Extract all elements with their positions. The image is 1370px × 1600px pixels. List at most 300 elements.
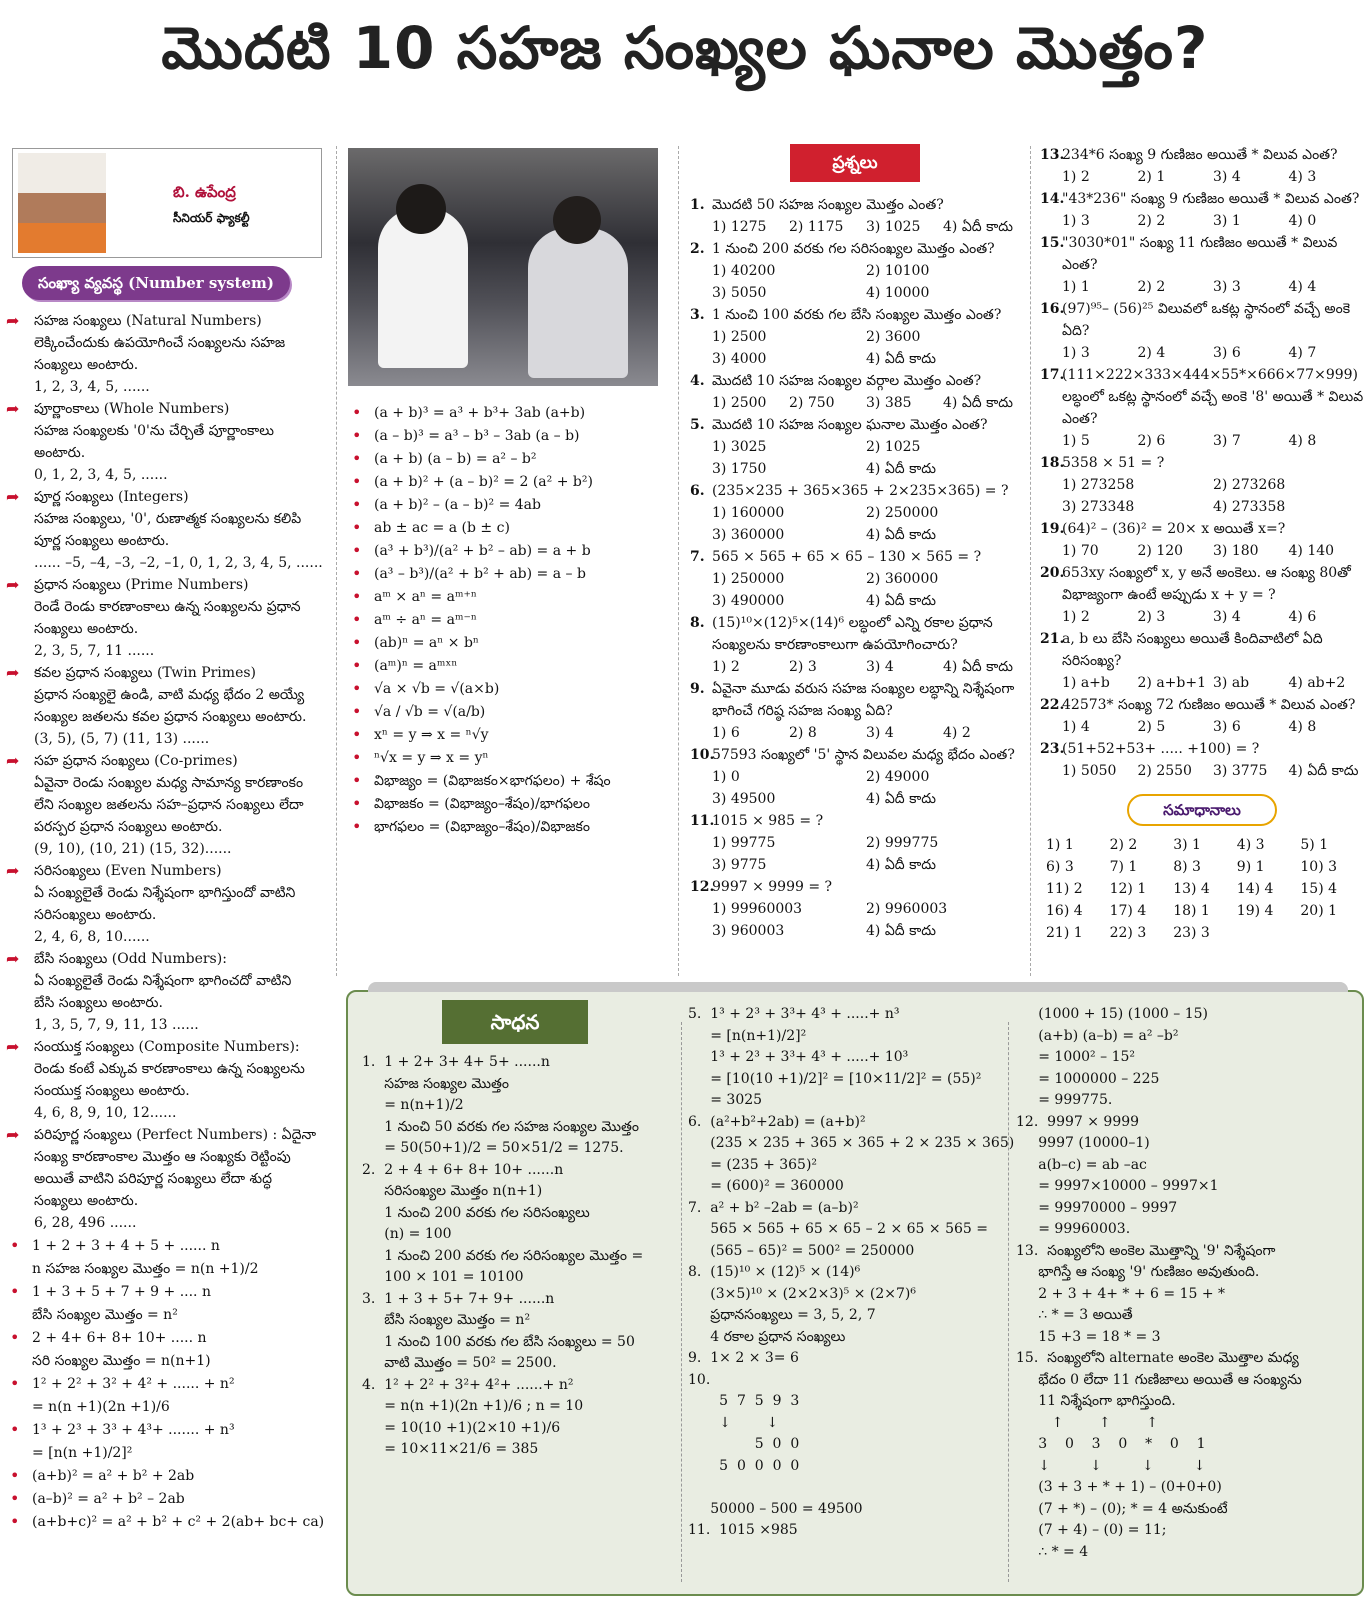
option: 3) 360000: [712, 527, 785, 543]
option: 1) 99960003: [712, 901, 803, 917]
formula-line: • ab ± ac = a (b ± c): [348, 517, 668, 539]
definition-text: 0, 1, 2, 3, 4, 5, ......: [34, 467, 168, 483]
answer-item: 20) 1: [1300, 903, 1338, 919]
formula-line: • (a + b)² + (a – b)² = 2 (a² + b²): [348, 471, 668, 493]
question-item: [690, 414, 1020, 480]
formula-line: • √a / √b = √(a/b): [348, 701, 668, 723]
solution-line: 8. (15)¹⁰ × (12)⁵ × (14)⁶: [688, 1264, 861, 1280]
solution-line: 7. a² + b² –2ab = (a–b)²: [688, 1199, 859, 1216]
answer-item: 5) 1: [1300, 837, 1329, 853]
question-options: [712, 502, 1020, 546]
solution-line: = (235 + 365)²: [688, 1156, 818, 1173]
question-text: 5358 × 51 = ?: [1062, 455, 1165, 471]
solution-line: (3 + 3 + * + 1) – (0+0+0): [1016, 1479, 1222, 1495]
question-text: 1 నుంచి 200 వరకు గల సరిసంఖ్యల మొత్తం ఎంత?: [712, 241, 995, 257]
question-item: [690, 612, 1020, 678]
solution-line: ప్రధానసంఖ్యలు = 3, 5, 2, 7: [688, 1307, 876, 1323]
option: 1) 70: [1062, 543, 1099, 559]
answer-item: 23) 3: [1173, 925, 1210, 941]
solution-line: భేదం 0 లేదా 11 గుణిజాలు అయితే ఆ సంఖ్యను: [1016, 1371, 1302, 1388]
formula-line: • (a + b)² – (a – b)² = 4ab: [348, 494, 668, 516]
option: 2) 3: [1137, 609, 1166, 625]
option: 4) 6: [1288, 609, 1317, 625]
question-options: [712, 656, 1020, 678]
option: 2) 2: [1137, 213, 1166, 229]
question-number: 22.: [1040, 697, 1065, 713]
question-item: [690, 876, 1020, 942]
answer-item: 6) 3: [1046, 859, 1074, 875]
definition-text: పరస్పర ప్రధాన సంఖ్యలు అంటారు.: [34, 819, 223, 835]
answer-item: 19) 4: [1236, 903, 1274, 919]
option: 1) 160000: [712, 505, 785, 521]
option: 2) 5: [1137, 719, 1166, 735]
option: 4) ఏదీ కాదు: [866, 857, 936, 873]
definition-text: 2, 4, 6, 8, 10......: [34, 929, 150, 945]
question-number: 3.: [690, 307, 705, 323]
answer-item: 14) 4: [1236, 881, 1274, 897]
question-options: [1062, 276, 1364, 298]
question-number: 4.: [690, 373, 705, 389]
question-options: [1062, 210, 1364, 232]
definition-item: [6, 1036, 328, 1124]
formula-line: • aᵐ × aⁿ = aᵐ⁺ⁿ: [348, 586, 668, 608]
page-title: మొదటి 10 సహజ సంఖ్యల ఘనాల మొత్తం?: [161, 14, 1209, 82]
arrow-icon: ➦: [6, 949, 20, 968]
question-text: 234*6 సంఖ్య 9 గుణిజం అయితే * విలువ ఎంత?: [1062, 147, 1338, 163]
option: 4) 10000: [866, 285, 930, 301]
solution-line: a(b–c) = ab –ac: [1016, 1156, 1147, 1173]
formula-line: • (a³ – b³)/(a² + b² + ab) = a – b: [348, 563, 668, 585]
practice-header: సాధన: [442, 1000, 588, 1044]
option: 3) 6: [1213, 719, 1241, 735]
question-item: [690, 810, 1020, 876]
answer-item: 18) 1: [1173, 903, 1210, 919]
solution-line: = [10(10 +1)/2]² = [10×11/2]² = (55)²: [688, 1070, 982, 1087]
question-options: [712, 766, 1020, 810]
option: 2) 1175: [789, 219, 844, 235]
option: 4) 273358: [1213, 499, 1286, 515]
answers-header: సమాధానాలు: [1127, 794, 1277, 826]
practice-solutions-3: [1016, 1004, 1356, 1563]
question-options: [712, 216, 1020, 238]
option: 2) 750: [789, 395, 835, 411]
option: 2) 999775: [866, 835, 939, 851]
practice-solutions-2: [688, 1004, 1015, 1542]
answer-item: 7) 1: [1109, 859, 1138, 875]
question-item: [690, 194, 1020, 238]
question-options: [1062, 760, 1364, 782]
formula-line: • (a+b+c)² = a² + b² + c² + 2(ab+ bc+ ca): [6, 1511, 328, 1533]
solution-line: = [n(n+1)/2]²: [688, 1027, 807, 1044]
definition-item: [6, 1124, 328, 1234]
option: 1) 273258: [1062, 477, 1135, 493]
formula-line: • (a + b)³ = a³ + b³+ 3ab (a+b): [348, 402, 668, 424]
question-list: [690, 194, 1020, 942]
definition-text: సంఖ్యలు అంటారు.: [34, 357, 139, 373]
solution-line: ∴ * = 4: [1016, 1543, 1089, 1560]
definition-term: సహ ప్రధాన సంఖ్యలు (Co-primes): [34, 753, 238, 769]
definition-item: [6, 860, 328, 948]
solution-line: 5 0 0 0 0: [688, 1457, 800, 1474]
question-item: [690, 678, 1020, 744]
question-text: a, b లు బేసి సంఖ్యలు అయితే కిందివాటిలో ఏది సరిసంఖ్య?: [1062, 631, 1323, 669]
option: 3) 1750: [712, 461, 767, 477]
option: 3) 4: [866, 659, 894, 675]
question-options: [712, 436, 1020, 480]
option: 2) 1025: [866, 439, 921, 455]
question-text: "3030*01" సంఖ్య 11 గుణిజం అయితే * విలువ ఎంత?: [1062, 235, 1338, 273]
option: 4) 7: [1288, 345, 1317, 361]
practice-solutions-1: [362, 1052, 680, 1461]
question-text: 1015 × 985 = ?: [712, 813, 824, 829]
formula-line: = [n(n +1)/2]²: [32, 1445, 133, 1461]
question-options: [712, 260, 1020, 304]
option: 1) 2: [1062, 169, 1090, 185]
question-options: [1062, 342, 1364, 364]
column-questions-b: [1040, 144, 1364, 944]
option: 4) ఏదీ కాదు: [866, 593, 936, 609]
question-item: [690, 546, 1020, 612]
definition-text: (9, 10), (10, 21) (15, 32)......: [34, 841, 232, 857]
option: 1) 1: [1062, 279, 1090, 295]
answer-item: 21) 1: [1046, 925, 1083, 941]
question-text: మొదటి 10 సహజ సంఖ్యల వర్గాల మొత్తం ఎంత?: [712, 373, 982, 389]
solution-line: 1 నుంచి 200 వరకు గల సరిసంఖ్యల మొత్తం =: [362, 1247, 644, 1264]
formula-line: • aᵐ ÷ aⁿ = aᵐ⁻ⁿ: [348, 609, 668, 631]
option: 2) 273268: [1213, 477, 1286, 493]
question-item: [1040, 738, 1364, 782]
definition-item: [6, 310, 328, 398]
question-number: 18.: [1040, 455, 1065, 471]
definition-text: 6, 28, 496 ......: [34, 1215, 137, 1231]
question-options: [712, 392, 1020, 414]
solution-line: 2 + 3 + 4+ * + 6 = 15 + *: [1016, 1285, 1226, 1302]
formula-line: • xⁿ = y ⇒ x = ⁿ√y: [348, 724, 668, 746]
question-options: [712, 832, 1020, 876]
question-number: 21.: [1040, 631, 1065, 647]
solution-line: (235 × 235 + 365 × 365 + 2 × 235 × 365): [688, 1135, 1015, 1151]
solution-line: 3 0 3 0 * 0 1: [1016, 1436, 1206, 1452]
option: 3) 7: [1213, 433, 1241, 449]
author-box: [12, 148, 322, 258]
definition-text: (3, 5), (5, 7) (11, 13) ......: [34, 731, 210, 747]
option: 4) 2: [943, 725, 971, 741]
solution-line: ∴ * = 3 అయితే: [1016, 1307, 1133, 1323]
question-item: [1040, 298, 1364, 364]
formula-line: • ⁿ√x = y ⇒ x = yⁿ: [348, 747, 668, 769]
question-options: [1062, 430, 1364, 452]
section-pill: సంఖ్యా వ్యవస్థ (Number system): [22, 266, 290, 300]
option: 1) 3: [1062, 213, 1090, 229]
definition-term: సరిసంఖ్యలు (Even Numbers): [34, 863, 222, 879]
answer-item: 10) 3: [1300, 859, 1338, 875]
question-number: 12.: [690, 879, 715, 895]
question-text: 653xy సంఖ్యలో x, y అనే అంకెలు. ఆ సంఖ్య 80తో విభాజ్యంగా ఉంటే అప్పుడు x + y = ?: [1062, 565, 1351, 603]
solution-line: 565 × 565 + 65 × 65 – 2 × 65 × 565 =: [688, 1221, 989, 1237]
definition-text: సంఖ్యలు అంటారు.: [34, 621, 139, 637]
formula-line: • 1 + 3 + 5 + 7 + 9 + .... n: [6, 1281, 328, 1303]
question-text: 565 × 565 + 65 × 65 – 130 × 565 = ?: [712, 549, 982, 565]
definition-item: [6, 948, 328, 1036]
question-item: [690, 370, 1020, 414]
solution-line: 5 0 0: [688, 1436, 800, 1452]
formula-line: • 1 + 2 + 3 + 4 + 5 + ...... n: [6, 1235, 328, 1257]
option: 2) 4: [1137, 345, 1166, 361]
question-item: [690, 480, 1020, 546]
definition-text: సంఖ్య కారణాంకాల మొత్తం ఆ సంఖ్యకు రెట్టింపు: [34, 1149, 291, 1165]
question-number: 17.: [1040, 367, 1065, 383]
formula-line: • (a+b)² = a² + b² + 2ab: [6, 1465, 328, 1487]
column-number-system: [6, 148, 328, 1534]
solution-line: 15 +3 = 18 * = 3: [1016, 1328, 1161, 1345]
question-text: (15)¹⁰×(12)⁵×(14)⁶ లబ్ధంలో ఎన్ని రకాల ప్రధాన సంఖ్యలను కారణాంకాలుగా ఉపయోగించారు?: [712, 615, 993, 653]
question-text: ఏవైనా మూడు వరుస సహజ సంఖ్యల లబ్ధాన్ని నిశ్శేషంగా భాగించే గరిష్ఠ సహజ సంఖ్య ఏది?: [712, 681, 1015, 719]
arrow-icon: ➦: [6, 487, 20, 506]
formula-line: • 1² + 2² + 3² + 4² + ...... + n²: [6, 1373, 328, 1395]
questions-header: ప్రశ్నలు: [790, 144, 920, 182]
answer-item: 3) 1: [1173, 837, 1201, 853]
option: 1) 40200: [712, 263, 776, 279]
solution-line: ↓ ↓ ↓ ↓: [1016, 1457, 1206, 1474]
formula-line: • (a–b)² = a² + b² – 2ab: [6, 1488, 328, 1510]
question-text: 9997 × 9999 = ?: [712, 879, 833, 895]
solution-line: సరిసంఖ్యల మొత్తం n(n+1): [362, 1183, 543, 1199]
option: 1) 5: [1062, 433, 1090, 449]
column-questions-a: [690, 144, 1020, 942]
option: 3) 4: [866, 725, 894, 741]
solution-line: ↓ ↓: [688, 1414, 779, 1431]
question-item: [1040, 562, 1364, 628]
option: 4) ఏదీ కాదు: [943, 659, 1013, 675]
definition-term: కవల ప్రధాన సంఖ్యలు (Twin Primes): [34, 665, 256, 681]
question-options: [712, 326, 1020, 370]
arrow-icon: ➦: [6, 1037, 20, 1056]
formula-line: • (a + b) (a – b) = a² – b²: [348, 448, 668, 470]
solution-line: = 9997×10000 – 9997×1: [1016, 1178, 1219, 1194]
question-options: [712, 898, 1020, 942]
option: 1) 2500: [712, 329, 767, 345]
option: 3) 49500: [712, 791, 776, 807]
option: 3) 6: [1213, 345, 1241, 361]
question-text: మొదటి 10 సహజ సంఖ్యల ఘనాల మొత్తం ఎంత?: [712, 417, 988, 433]
option: 2) 1: [1137, 169, 1166, 185]
option: 3) 3775: [1213, 763, 1268, 779]
definition-text: ప్రధాన సంఖ్యలై ఉండి, వాటి మధ్య భేదం 2 అయ్యే: [34, 687, 305, 703]
option: 2) 8: [789, 725, 817, 741]
author-photo: [18, 153, 106, 253]
question-number: 15.: [1040, 235, 1065, 251]
answer-item: 16) 4: [1046, 903, 1083, 919]
option: 3) 4: [1213, 609, 1241, 625]
question-item: [1040, 364, 1364, 452]
definition-text: లేని సంఖ్యల జతలను సహ–ప్రధాన సంఖ్యలు లేదా: [34, 797, 304, 813]
option: 3) 385: [866, 395, 912, 411]
option: 4) ఏదీ కాదు: [866, 791, 936, 807]
formula-line: • (ab)ⁿ = aⁿ × bⁿ: [348, 632, 668, 654]
option: 4) ఏదీ కాదు: [866, 461, 936, 477]
question-text: 42573* సంఖ్య 72 గుణిజం అయితే * విలువ ఎంత?: [1062, 697, 1356, 713]
solution-line: [688, 1477, 1008, 1499]
formula-line: సరి సంఖ్యల మొత్తం = n(n+1): [32, 1353, 211, 1369]
solution-line: 1 నుంచి 100 వరకు గల బేసి సంఖ్యలు = 50: [362, 1333, 635, 1350]
question-number: 23.: [1040, 741, 1065, 757]
question-text: (97)⁹⁵– (56)²⁵ విలువలో ఒకట్ల స్థానంలో వచ్చే అంకె ఏది?: [1062, 301, 1351, 339]
option: 1) 3: [1062, 345, 1090, 361]
option: 1) 0: [712, 769, 740, 785]
definition-text: బేసి సంఖ్యలు అంటారు.: [34, 995, 163, 1011]
answer-item: 15) 4: [1300, 881, 1338, 897]
definition-term: పూర్ణాంకాలు (Whole Numbers): [34, 401, 230, 417]
definition-list: [6, 310, 328, 1234]
option: 4) 4: [1288, 279, 1317, 295]
definition-text: ...... –5, –4, –3, –2, –1, 0, 1, 2, 3, 4, 5, ......: [34, 555, 323, 571]
formula-line: • భాగఫలం = (విభాజ్యం–శేషం)/విభాజకం: [348, 816, 668, 838]
solution-line: వాటి మొత్తం = 50² = 2500.: [362, 1355, 557, 1371]
option: 3) 180: [1213, 543, 1259, 559]
definition-text: రెండే రెండు కారణాంకాలు ఉన్న సంఖ్యలను ప్రధాన: [34, 599, 301, 615]
answers-grid: [1040, 834, 1364, 944]
question-number: 19.: [1040, 521, 1065, 537]
option: 3) 3: [1213, 279, 1241, 295]
question-number: 11.: [690, 813, 715, 829]
option: 1) 4: [1062, 719, 1090, 735]
formula-line: బేసి సంఖ్యల మొత్తం = n²: [32, 1307, 178, 1323]
formula-bullets: [6, 1235, 328, 1533]
question-item: [1040, 452, 1364, 518]
solution-line: = 999775.: [1016, 1092, 1113, 1108]
definition-term: పరిపూర్ణ సంఖ్యలు (Perfect Numbers) : ఏదైనా: [34, 1127, 317, 1143]
solution-line: 5 7 5 9 3: [688, 1393, 800, 1409]
question-number: 16.: [1040, 301, 1065, 317]
option: 2) 6: [1137, 433, 1166, 449]
solution-line: 50000 – 500 = 49500: [688, 1500, 863, 1517]
formula-line: • 1³ + 2³ + 3³ + 4³+ ....... + n³: [6, 1419, 328, 1441]
definition-text: సంఖ్యల జతలను కవల ప్రధాన సంఖ్యలు అంటారు.: [34, 709, 307, 725]
arrow-icon: ➦: [6, 861, 20, 880]
option: 4) ఏదీ కాదు: [866, 923, 936, 939]
option: 4) 0: [1288, 213, 1317, 229]
definition-text: 1, 3, 5, 7, 9, 11, 13 ......: [34, 1017, 199, 1033]
definition-term: బేసి సంఖ్యలు (Odd Numbers):: [34, 951, 227, 967]
option: 2) 10100: [866, 263, 930, 279]
answer-item: 9) 1: [1236, 859, 1265, 875]
formula-line: • (a – b)³ = a³ – b³ – 3ab (a – b): [348, 425, 668, 447]
solution-line: = 99960003.: [1016, 1221, 1131, 1237]
question-options: [712, 722, 1020, 744]
column-divider: [1030, 146, 1031, 976]
answer-item: 4) 3: [1236, 837, 1265, 853]
definition-text: లెక్కించేందుకు ఉపయోగించే సంఖ్యలను సహజ: [34, 335, 286, 351]
solution-line: (n) = 100: [362, 1226, 452, 1242]
column-divider: [678, 146, 679, 976]
option: 1) 3025: [712, 439, 767, 455]
solution-line: 5. 1³ + 2³ + 3³+ 4³ + .....+ n³: [688, 1006, 900, 1022]
question-number: 20.: [1040, 565, 1065, 581]
definition-text: సహజ సంఖ్యలకు '0'ను చేర్చితే పూర్ణాంకాలు: [34, 423, 274, 439]
question-text: 1 నుంచి 100 వరకు గల బేసి సంఖ్యల మొత్తం ఎంత?: [712, 307, 1002, 323]
question-options: [1062, 716, 1364, 738]
question-number: 9.: [690, 681, 705, 697]
solution-line: 9. 1× 2 × 3= 6: [688, 1350, 799, 1366]
option: 2) 2: [1137, 279, 1166, 295]
solution-line: 9997 (10000–1): [1016, 1135, 1150, 1151]
solution-line: 100 × 101 = 10100: [362, 1269, 524, 1285]
solution-line: ↑ ↑ ↑: [1016, 1414, 1158, 1431]
option: 1) 5050: [1062, 763, 1117, 779]
definition-item: [6, 398, 328, 486]
solution-line: 13. సంఖ్యలోని అంకెల మొత్తాన్ని '9' నిశ్శేషంగా: [1016, 1242, 1276, 1259]
solution-line: 4 రకాల ప్రధాన సంఖ్యలు: [688, 1328, 846, 1345]
definition-text: సరిసంఖ్యలు అంటారు.: [34, 907, 157, 923]
option: 1) 1275: [712, 219, 767, 235]
definition-item: [6, 662, 328, 750]
definition-item: [6, 486, 328, 574]
arrow-icon: ➦: [6, 751, 20, 770]
solution-line: (1000 + 15) (1000 – 15): [1016, 1006, 1208, 1022]
question-text: 57593 సంఖ్యలో '5' స్థాన విలువల మధ్య భేదం ఎంత?: [712, 747, 1015, 763]
option: 4) ఏదీ కాదు: [943, 395, 1013, 411]
formula-line: = n(n +1)(2n +1)/6: [32, 1399, 170, 1415]
author-name: బి. ఉపేంద్ర: [173, 183, 236, 201]
solution-line: = 1000000 – 225: [1016, 1070, 1160, 1087]
option: 4) ఏదీ కాదు: [866, 351, 936, 367]
definition-text: సహజ సంఖ్యలు, '0', రుణాత్మక సంఖ్యలను కలిపి: [34, 511, 302, 527]
definition-term: సంయుక్త సంఖ్యలు (Composite Numbers):: [34, 1039, 300, 1055]
question-options: [1062, 474, 1364, 518]
definition-text: ఏ సంఖ్యలైతే రెండు నిశ్శేషంగా భాగిస్తుందో వాటిని: [34, 885, 296, 901]
question-number: 8.: [690, 615, 705, 631]
answer-item: 12) 1: [1109, 881, 1147, 897]
solution-line: (565 – 65)² = 500² = 250000: [688, 1242, 915, 1259]
option: 3) 273348: [1062, 499, 1135, 515]
solution-line: 1³ + 2³ + 3³+ 4³ + .....+ 10³: [688, 1049, 909, 1065]
column-divider: [336, 146, 337, 976]
arrow-icon: ➦: [6, 575, 20, 594]
question-number: 7.: [690, 549, 705, 565]
option: 2) 3600: [866, 329, 921, 345]
column-formulas: [348, 148, 668, 839]
answer-item: 13) 4: [1173, 881, 1210, 897]
question-text: "43*236" సంఖ్య 9 గుణిజం అయితే * విలువ ఎంత?: [1062, 191, 1360, 207]
question-options: [1062, 606, 1364, 628]
option: 4) 140: [1288, 543, 1335, 559]
question-text: (51+52+53+ ..... +100) = ?: [1062, 741, 1260, 757]
question-options: [1062, 672, 1364, 694]
definition-text: 1, 2, 3, 4, 5, ......: [34, 379, 150, 395]
solution-line: 12. 9997 × 9999: [1016, 1113, 1140, 1130]
definition-item: [6, 750, 328, 860]
answer-item: 17) 4: [1109, 903, 1147, 919]
definition-text: అయితే వాటిని పరిపూర్ణ సంఖ్యలు లేదా శుద్ధ: [34, 1171, 272, 1187]
question-number: 6.: [690, 483, 705, 499]
question-item: [690, 238, 1020, 304]
solution-line: = 1000² – 15²: [1016, 1049, 1135, 1065]
formula-line: • √a × √b = √(a×b): [348, 678, 668, 700]
definition-term: పూర్ణ సంఖ్యలు (Integers): [34, 489, 189, 505]
question-text: (235×235 + 365×365 + 2×235×365) = ?: [712, 483, 1009, 499]
question-options: [712, 568, 1020, 612]
solution-line: సహజ సంఖ్యల మొత్తం: [362, 1075, 510, 1092]
question-item: [1040, 518, 1364, 562]
option: 2) 120: [1137, 543, 1184, 559]
question-item: [1040, 628, 1364, 694]
solution-line: = (600)² = 360000: [688, 1178, 844, 1194]
question-options: [1062, 540, 1364, 562]
definition-term: సహజ సంఖ్యలు (Natural Numbers): [34, 313, 262, 329]
formula-line: • 2 + 4+ 6+ 8+ 10+ ..... n: [6, 1327, 328, 1349]
question-item: [1040, 694, 1364, 738]
solution-line: 15. సంఖ్యలోని alternate అంకెల మొత్తాల మధ్య: [1016, 1350, 1299, 1366]
